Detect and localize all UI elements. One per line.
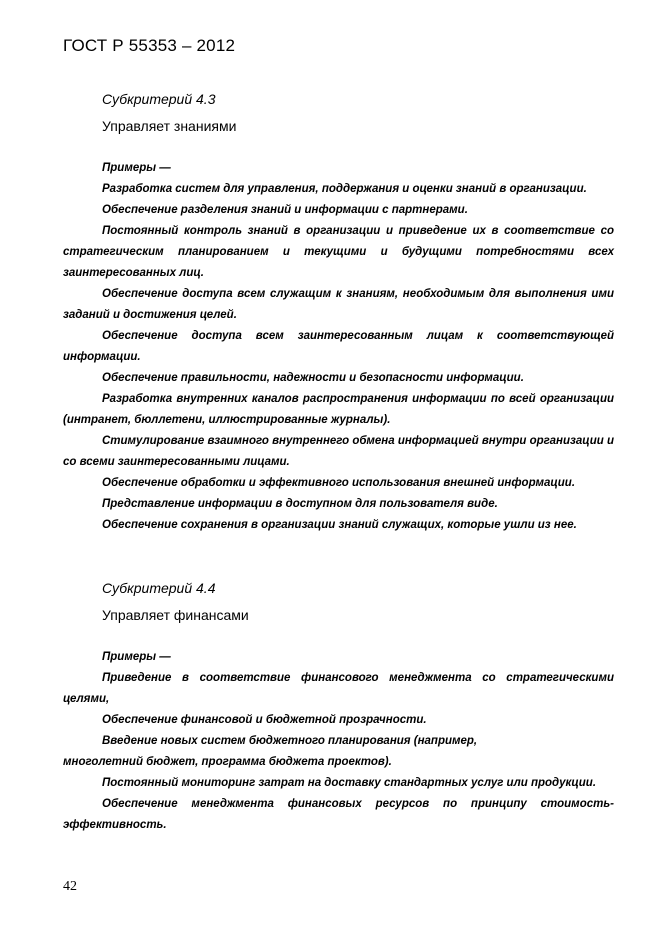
subcriterion-4-4-section [63,579,614,836]
example-item: Обеспечение правильности, надежности и безопасности информации. [102,372,524,384]
subcriterion-4-4-number: Субкритерий 4.4 [102,580,216,596]
subcriterion-4-4-title: Управляет финансами [102,607,249,623]
example-item: Обеспечение обработки и эффективного использования внешней информации. [102,477,576,489]
example-item: Обеспечение разделения знаний и информации с партнерами. [102,204,468,216]
document-header: ГОСТ Р 55353 – 2012 [63,36,236,55]
example-item: Введение новых систем бюджетного планирования (например, [102,735,478,747]
example-item: Приведение в соответствие финансового менеджмента со стратегическими целями, [63,672,614,705]
example-item: Обеспечение менеджмента финансовых ресурсов по принципу стоимость-эффективность. [63,798,614,831]
example-item: Разработка внутренних каналов распространения информации по всей организации (интранет, бюллетени, иллюстрированные журналы). [63,393,614,426]
example-item: Обеспечение доступа всем служащим к знаниям, необходимым для выполнения ими заданий и достижения целей. [63,288,614,321]
subcriterion-4-3-title: Управляет знаниями [102,118,237,134]
example-item: Обеспечение сохранения в организации знаний служащих, которые ушли из нее. [102,519,577,531]
page-number: 42 [63,879,77,894]
examples-label: Примеры — [102,651,171,663]
example-item: Обеспечение финансовой и бюджетной прозрачности. [102,714,427,726]
example-item: Постоянный контроль знаний в организации и приведение их в соответствие со стратегическим планированием и текущими и будущими потребностями всех заинтересованных лиц. [63,225,614,279]
subcriterion-4-3-section [63,90,614,536]
example-item: Стимулирование взаимного внутреннего обмена информацией внутри организации и со всеми заинтересованными лицами. [63,435,614,468]
examples-label: Примеры — [102,162,171,174]
example-item: многолетний бюджет, программа бюджета проектов). [63,756,392,768]
example-item: Обеспечение доступа всем заинтересованным лицам к соответствующей информации. [63,330,614,363]
example-item: Представление информации в доступном для пользователя виде. [102,498,498,510]
subcriterion-4-3-number: Субкритерий 4.3 [102,91,216,107]
example-item: Постоянный мониторинг затрат на доставку стандартных услуг или продукции. [102,777,597,789]
example-item: Разработка систем для управления, поддержания и оценки знаний в организации. [102,183,587,195]
